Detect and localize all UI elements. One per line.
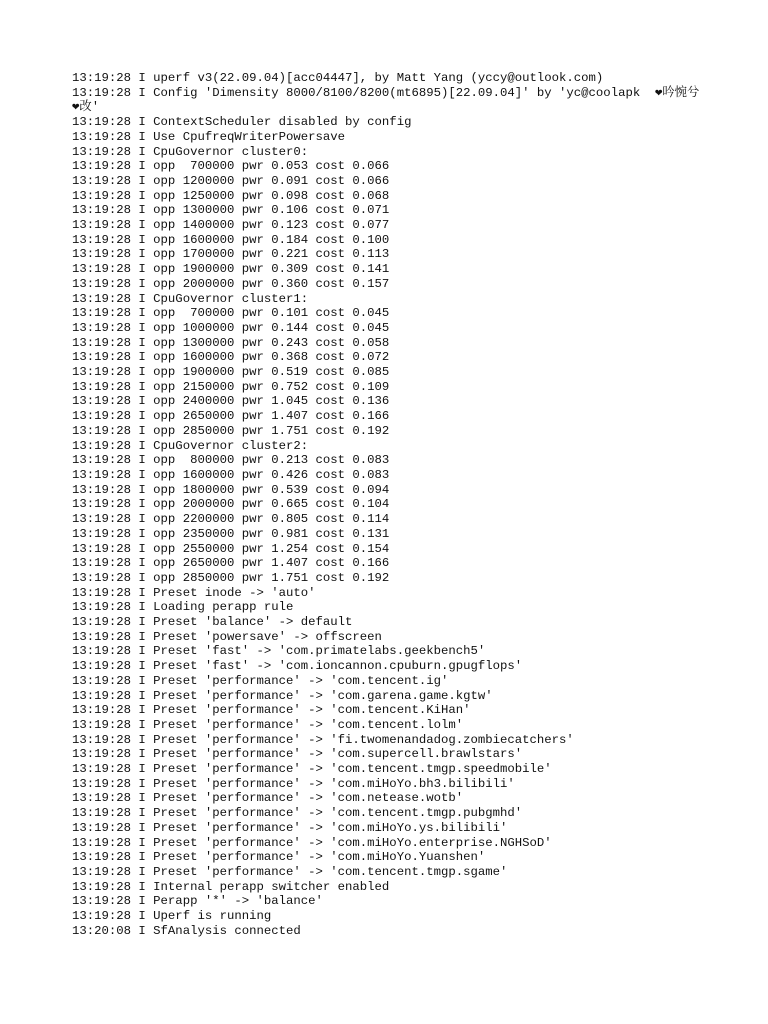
log-line: 13:19:28 I Perapp '*' -> 'balance' — [72, 894, 323, 909]
log-line: 13:19:28 I opp 2000000 pwr 0.360 cost 0.157 — [72, 276, 390, 291]
log-line: 13:19:28 I CpuGovernor cluster0: — [72, 144, 309, 159]
log-line: 13:19:28 I opp 1700000 pwr 0.221 cost 0.113 — [72, 247, 390, 262]
log-line: 13:19:28 I opp 2150000 pwr 0.752 cost 0.109 — [72, 379, 390, 394]
log-line: 13:19:28 I opp 2350000 pwr 0.981 cost 0.131 — [72, 526, 390, 541]
log-line: 13:19:28 I opp 1400000 pwr 0.123 cost 0.077 — [72, 218, 390, 233]
log-line: 13:19:28 I opp 1900000 pwr 0.309 cost 0.141 — [72, 262, 390, 277]
log-line: 13:19:28 I Preset 'performance' -> 'com.tencent.lolm' — [72, 717, 464, 732]
log-line: 13:19:28 I Preset 'performance' -> 'com.miHoYo.enterprise.NGHSoD' — [72, 835, 552, 850]
log-line: 13:19:28 I opp 2650000 pwr 1.407 cost 0.166 — [72, 409, 390, 424]
log-line: 13:19:28 I Preset 'performance' -> 'com.miHoYo.Yuanshen' — [72, 850, 486, 865]
log-line: 13:19:28 I Config 'Dimensity 8000/8100/8200(mt6895)[22.09.04]' by 'yc@coolapk ❤吟惋兮❤改' — [72, 85, 700, 115]
log-line: 13:19:28 I opp 1800000 pwr 0.539 cost 0.094 — [72, 482, 390, 497]
log-line: 13:19:28 I Preset 'fast' -> 'com.primatelabs.geekbench5' — [72, 644, 486, 659]
log-line: 13:19:28 I opp 2850000 pwr 1.751 cost 0.192 — [72, 423, 390, 438]
log-line: 13:19:28 I opp 700000 pwr 0.101 cost 0.045 — [72, 306, 390, 321]
log-line: 13:19:28 I opp 2400000 pwr 1.045 cost 0.136 — [72, 394, 390, 409]
log-line: 13:19:28 I Preset 'performance' -> 'com.miHoYo.bh3.bilibili' — [72, 776, 515, 791]
log-line: 13:19:28 I uperf v3(22.09.04)[acc04447], by Matt Yang (yccy@outlook.com) — [72, 71, 604, 85]
log-line: 13:19:28 I Preset 'balance' -> default — [72, 615, 353, 630]
log-line: 13:19:28 I Uperf is running — [72, 909, 272, 924]
log-line: 13:19:28 I Preset 'performance' -> 'com.tencent.tmgp.pubgmhd' — [72, 806, 523, 821]
log-line: 13:19:28 I Preset 'performance' -> 'com.netease.wotb' — [72, 791, 464, 806]
log-line: 13:19:28 I opp 2550000 pwr 1.254 cost 0.154 — [72, 541, 390, 556]
log-line: 13:19:28 I opp 1900000 pwr 0.519 cost 0.085 — [72, 365, 390, 380]
log-output — [72, 71, 702, 938]
log-line: 13:19:28 I Preset 'fast' -> 'com.ioncannon.cpuburn.gpugflops' — [72, 659, 523, 674]
log-line: 13:19:28 I Internal perapp switcher enabled — [72, 879, 390, 894]
log-line: 13:19:28 I ContextScheduler disabled by config — [72, 115, 412, 130]
log-line: 13:19:28 I opp 2650000 pwr 1.407 cost 0.166 — [72, 556, 390, 571]
log-line: 13:19:28 I opp 700000 pwr 0.053 cost 0.066 — [72, 159, 390, 174]
log-line: 13:19:28 I opp 800000 pwr 0.213 cost 0.083 — [72, 453, 390, 468]
log-line: 13:19:28 I opp 2000000 pwr 0.665 cost 0.104 — [72, 497, 390, 512]
log-line: 13:19:28 I Preset 'powersave' -> offscreen — [72, 629, 382, 644]
log-line: 13:19:28 I Preset 'performance' -> 'com.supercell.brawlstars' — [72, 747, 523, 762]
log-line: 13:19:28 I Use CpufreqWriterPowersave — [72, 129, 346, 144]
log-line: 13:19:28 I opp 1200000 pwr 0.091 cost 0.066 — [72, 173, 390, 188]
log-line: 13:19:28 I opp 1300000 pwr 0.106 cost 0.071 — [72, 203, 390, 218]
log-line: 13:19:28 I opp 1250000 pwr 0.098 cost 0.068 — [72, 188, 390, 203]
log-line: 13:19:28 I Preset 'performance' -> 'com.tencent.ig' — [72, 673, 449, 688]
log-line: 13:19:28 I Preset 'performance' -> 'fi.twomenandadog.zombiecatchers' — [72, 732, 574, 747]
log-line: 13:19:28 I Preset 'performance' -> 'com.tencent.tmgp.speedmobile' — [72, 762, 552, 777]
log-line: 13:19:28 I Preset 'performance' -> 'com.tencent.tmgp.sgame' — [72, 864, 508, 879]
log-line: 13:19:28 I opp 2200000 pwr 0.805 cost 0.114 — [72, 512, 390, 527]
log-line: 13:19:28 I opp 2850000 pwr 1.751 cost 0.192 — [72, 570, 390, 585]
log-line: 13:19:28 I opp 1600000 pwr 0.184 cost 0.100 — [72, 232, 390, 247]
log-line: 13:19:28 I opp 1600000 pwr 0.368 cost 0.072 — [72, 350, 390, 365]
log-line: 13:20:08 I SfAnalysis connected — [72, 923, 301, 938]
log-line: 13:19:28 I Loading perapp rule — [72, 600, 294, 615]
log-line: 13:19:28 I CpuGovernor cluster2: — [72, 438, 309, 453]
log-line: 13:19:28 I opp 1300000 pwr 0.243 cost 0.058 — [72, 335, 390, 350]
log-line: 13:19:28 I opp 1000000 pwr 0.144 cost 0.045 — [72, 320, 390, 335]
log-line: 13:19:28 I Preset 'performance' -> 'com.miHoYo.ys.bilibili' — [72, 820, 508, 835]
log-line: 13:19:28 I opp 1600000 pwr 0.426 cost 0.083 — [72, 467, 390, 482]
log-line: 13:19:28 I Preset inode -> 'auto' — [72, 585, 316, 600]
log-line: 13:19:28 I Preset 'performance' -> 'com.tencent.KiHan' — [72, 703, 471, 718]
log-line: 13:19:28 I Preset 'performance' -> 'com.garena.game.kgtw' — [72, 688, 493, 703]
log-line: 13:19:28 I CpuGovernor cluster1: — [72, 291, 309, 306]
